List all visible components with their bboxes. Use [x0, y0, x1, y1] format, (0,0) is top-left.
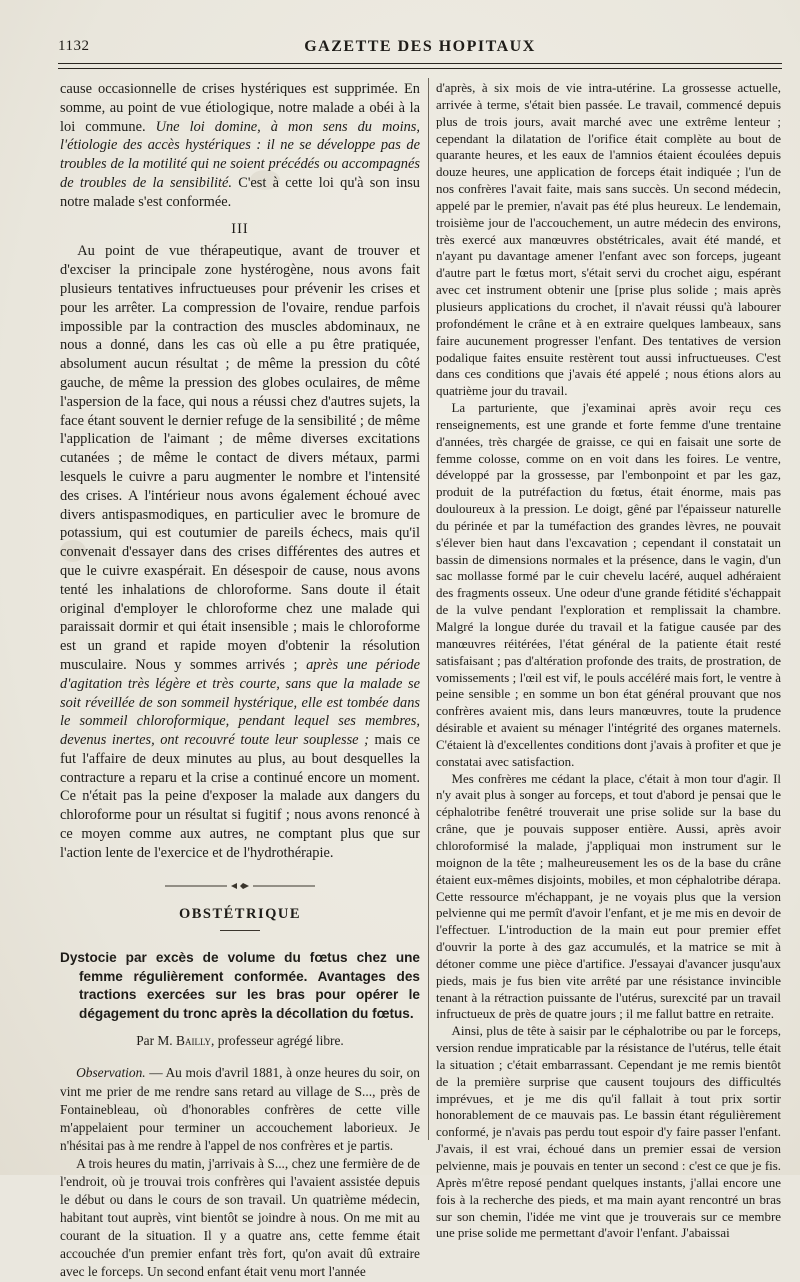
section-title: OBSTÉTRIQUE — [178, 906, 302, 923]
italic-passage: Une loi domine, à mon sens du moins, l'étiologie des accès hystériques : il ne se développe pas de troubles de la motilité qui ne soient précédés ou accompagnés de troubles de la sensibilité. — [60, 118, 420, 191]
right-column — [436, 80, 781, 1242]
section-ornament — [60, 877, 420, 896]
section-number: III — [231, 220, 249, 237]
left-column — [60, 80, 420, 1282]
page-number: 1132 — [58, 38, 90, 54]
paragraph: A trois heures du matin, j'arrivais à S..., chez une fermière de de l'endroit, où je trouvai trois confrères qui l'avaient assistée depuis le début ou dans le cours de son travail. Un quatrième médecin, habitant tout auprès, vint bientôt se joindre à nous. On me mit au courant de la situation. Il y a quatre ans, cette femme était accouchée d'un premier enfant très fort, qu'on avait dû extraire avec le forceps. Un second enfant était venu mort l'année — [60, 1155, 420, 1280]
paragraph: d'après, à six mois de vie intra-utérine. La grossesse actuelle, arrivée à terme, s'était bien passée. Le travail, commencé depuis plus de trois jours, avait marché avec une extrême lenteur ; cependant la dilatation de l'orifice était complète au bout de quarante heures, et les eaux de l'amnios étaient écoulées depuis douze heures, une application de forceps était indiquée ; l'un de nos confrères l'avait faite, mais sans succès. Un second médecin, appelé par le premier, n'avait pas été plus heureux. Le lendemain, troisième jour de l'accouchement, un autre médecin des environs, très exercé aux manœuvres obstétricales, avait été mandé, et n'ayant pu davantage amener l'enfant avec son forceps, jugeant d'autre part le fœtus mort, s'était servi du crochet aigu, espérant avec cet instrument obtenir une [prise plus solide ; mais après plusieurs applications du crochet, il n'avait réussi qu'à labourer profondément le crâne et à en extraire quelques lambeaux, sans faire aucunement progresser l'enfant. Des tentatives de version podalique faites ensuite restèrent tout aussi infructueuses. C'est dans ces conditions que j'avais été appelé ; nous étions alors au quatrième jour du travail. — [436, 80, 781, 399]
article-title — [60, 949, 420, 1023]
article-title-text: Dystocie par excès de volume du fœtus chez une femme régulièrement conformée. Avantages des tractions exercées sur les bras pour opérer le dégagement du tronc après la décollation du fœtus. — [60, 950, 420, 1022]
paragraph — [60, 1064, 420, 1154]
header-rule-thin — [58, 68, 782, 69]
byline-suffix: , professeur agrégé libre. — [211, 1032, 344, 1048]
byline-prefix: Par M. — [136, 1032, 173, 1048]
paragraph-text: mais ce fut l'affaire de deux minutes au plus, au bout desquelles la contracture a reparu et la crise a continué encore un moment. Ce n'était pas la peine d'exposer la malade aux dangers du chloroforme pour un résultat si fugitif ; nous avons renoncé à ce moyen comme aux autres, ne comptant plus que sur l'action lente de l'exercice et de l'hydrothérapie. — [60, 732, 420, 861]
paragraph-text: C'est à cette loi qu'à son insu notre malade s'est conformée. — [60, 174, 420, 210]
paragraph-text: Au point de vue thérapeutique, avant de trouver et d'exciser la principale zone hystérogène, nous avons fait plusieurs tentatives infructueuses pour prévenir les crises et pour les arrêter. La compression de l'ovaire, rendue parfois impossible par la contraction des muscles abdominaux, ne nous a donné, dans les cas où elle a pu être pratiquée, absolument aucun résultat ; de même la pression du côté gauche, de même la pression des globes oculaires, de même l'aspersion de la face, qui nous a réussi chez d'autres sujets, la face étant souvent le dernier refuge de la sensibilité ; de même l'application de l'aimant ; de même diverses excitations cutanées ; de même le contact de divers métaux, parmi lesquels le cuivre a paru augmenter le nombre et l'intensité des crises. A l'intérieur nous avons également échoué avec divers antispasmodiques, en particulier avec le bromure de potassium, qui est coutumier de pareils échecs, mais qu'il convenait d'essayer dans des crises différentes des autres et que le cuivre exaspérait. En désespoir de cause, nous avons tenté les inhalations de chloroforme. Sans doute il était original d'employer le chloroforme chez une malade qui paraissait dormir et qui était insensible ; mais le chloroforme est un grand et rapide moyen d'obtenir la résolution musculaire. Nous y sommes arrivés ; — [60, 243, 420, 673]
paragraph: Ainsi, plus de tête à saisir par le céphalotribe ou par le forceps, version rendue impraticable par la résistance de l'utérus, telle était la situation ; c'était embarrassant. Cependant je me remis bientôt de la première surprise que causent toujours des difficultés imprévues, et je me dis qu'il fallait à tout prix sortir honorablement de ce mauvais pas. Le bassin étant régulièrement conformé, je n'avais pas perdu tout espoir d'y faire passer l'enfant. J'avais, il est vrai, échoué dans un premier essai de version pelvienne, mais je pouvais en tenter un second : c'est ce que je fis. Après m'être reposé pendant quelques instants, j'allai encore une fois à la recherche des pieds, et ma main ayant rencontré un bras sur son chemin, l'idée me vint que je trouverais sur ce membre une prise solide me permettant d'avoir l'enfant. J'abaissai — [436, 1023, 781, 1241]
paragraph-text: — Au mois d'avril 1881, à onze heures du soir, on vint me prier de me rendre sans retard au village de S..., près de Fontainebleau, où d'honorables confrères de cette ville m'appelaient pour terminer un accouchement laborieux. Je n'hésitai pas à me rendre à l'appel de nos confrères et je partis. — [60, 1065, 420, 1153]
paragraph-text: cause occasionnelle de crises hystériques est supprimée. En somme, au point de vue étiologique, notre malade a obéi à la loi commune. — [60, 81, 420, 135]
header-rule — [58, 63, 782, 64]
column-divider — [428, 78, 429, 1140]
journal-title: GAZETTE DES HOPITAUX — [304, 38, 536, 55]
author-name: Bailly — [176, 1032, 212, 1048]
italic-passage: après une période d'agitation très légère et très courte, sans que la malade se soit réveillée de son sommeil hystérique, elle est tombée dans le sommeil chloroformique, pendant lequel ses membres, devenus inertes, ont recouvré toute leur souplesse ; — [60, 656, 420, 749]
observation-label: Observation. — [76, 1065, 146, 1081]
paragraph — [60, 242, 420, 862]
byline — [60, 1032, 420, 1051]
paragraph: La parturiente, que j'examinai après avoir reçu ces renseignements, est une grande et forte femme d'une trentaine d'années, très chargée de graisse, ce qui en faisait une sorte de femme colosse, comme on en voit dans les foires. Le ventre, développé par la grossesse, par l'embonpoint et par les gaz, produit de la putréfaction du fœtus, était énorme, mais pas douloureux à la pression. Le doigt, gêné par l'épaisseur naturelle du périnée et par la tuméfaction des grandes lèvres, ne pouvait s'élever bien haut dans l'excavation ; cependant il constatait un bassin de dimensions normales et la présence, dans le vagin, d'un sac mollasse formé par le cuir chevelu lacéré, auquel adhéraient des fragments osseux. Une odeur d'une grande fétidité s'échappait de la vulve pendant l'exploration et remplissait la chambre. Malgré la longue durée du travail et la fatigue causée par des manœuvres réitérées, l'état général de la patiente était resté satisfaisant ; pas d'altération profonde des traits, de prostration, de vomissements ; l'œil est vif, le pouls accéléré mais fort, le ventre à peine sensible ; en somme un bon état général prouvant que nos confrères avaient mis, dans leurs manœuvres, toute la prudence désirable et avaient su ménager l'intégrité des organes maternels. C'étaient là d'excellentes conditions dont j'avais à profiter et que je constatai avec satisfaction. — [436, 400, 781, 769]
title-rule — [220, 930, 260, 931]
paragraph — [60, 80, 420, 212]
paragraph: Mes confrères me cédant la place, c'était à mon tour d'agir. Il n'y avait plus à songer au forceps, et tout d'abord je pensai que le céphalotribe fenêtré trouverait une prise solide sur la base du crâne, que je pouvais supposer entière. Aussi, après avoir chloroformisé la malade, j'appliquai mon instrument sur le moignon de la tête ; malheureusement les os de la base du crâne étaient eux-mêmes disjoints, mobiles, et mon céphalotribe dérapa. Cette ressource m'échappant, je ne voyais plus que la version pelvienne qui me permît d'avoir l'enfant, et je me mis en devoir de l'effectuer. L'introduction de la main eut pour premier effet d'ouvrir la porte à des gaz accumulés, et la matrice se mit à détoner comme une pièce d'artifice. J'essayai d'avancer jusqu'aux pieds, mais je fus bien vite arrêté par une résistance invincible tenant à la rétraction puissante de l'utérus, surexcité par un travail infructueux de près de quatre jours ; il me fallut battre en retraite. — [436, 770, 781, 1022]
